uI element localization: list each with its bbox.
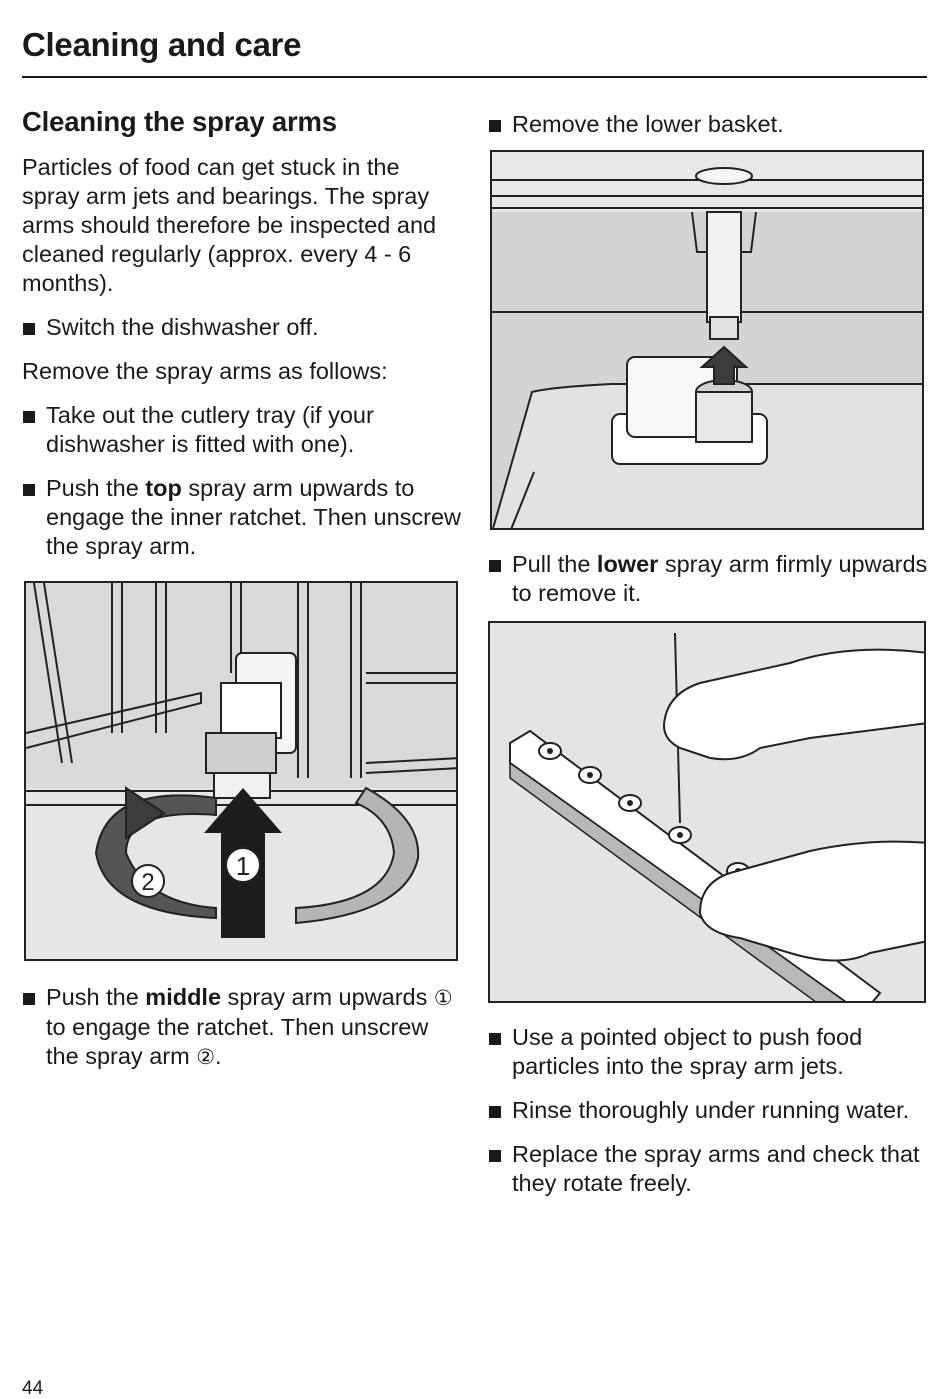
middle-spray-arm-illustration <box>24 581 458 961</box>
page-number: 44 <box>22 1378 44 1399</box>
right-column <box>488 110 928 1213</box>
left-column <box>22 104 462 1087</box>
page-header-title: Cleaning and care <box>22 26 302 63</box>
figure-callout-2: 2 <box>141 869 155 896</box>
remove-intro: Remove the spray arms as follows: <box>22 358 388 384</box>
section-title: Cleaning the spray arms <box>22 106 337 137</box>
step-lower-spray-arm: Pull the lower spray arm firmly upwards to remove it. <box>488 550 928 608</box>
header-rule <box>22 76 927 78</box>
lower-spray-arm-illustration <box>490 150 924 530</box>
step-top-spray-arm: Push the top spray arm upwards to engage the inner ratchet. Then unscrew the spray arm. <box>22 474 462 561</box>
intro-paragraph: Particles of food can get stuck in the spray arm jets and bearings. The spray arms should therefore be inspected and cleaned regularly (approx. every 4 - 6 months). <box>22 154 437 296</box>
cleaning-jets-illustration <box>488 621 926 1003</box>
step-remove-lower-basket: Remove the lower basket. <box>488 110 928 139</box>
step-replace: Replace the spray arms and check that they rotate freely. <box>488 1140 928 1198</box>
step-pointed-object: Use a pointed object to push food particles into the spray arm jets. <box>488 1023 928 1081</box>
step-switch-off: Switch the dishwasher off. <box>22 313 462 342</box>
step-cutlery-tray: Take out the cutlery tray (if your dishwasher is fitted with one). <box>22 401 462 459</box>
step-rinse: Rinse thoroughly under running water. <box>488 1096 928 1125</box>
figure-callout-1: 1 <box>235 851 251 881</box>
step-middle-spray-arm: Push the middle spray arm upwards ① to engage the ratchet. Then unscrew the spray arm ②. <box>22 983 462 1072</box>
